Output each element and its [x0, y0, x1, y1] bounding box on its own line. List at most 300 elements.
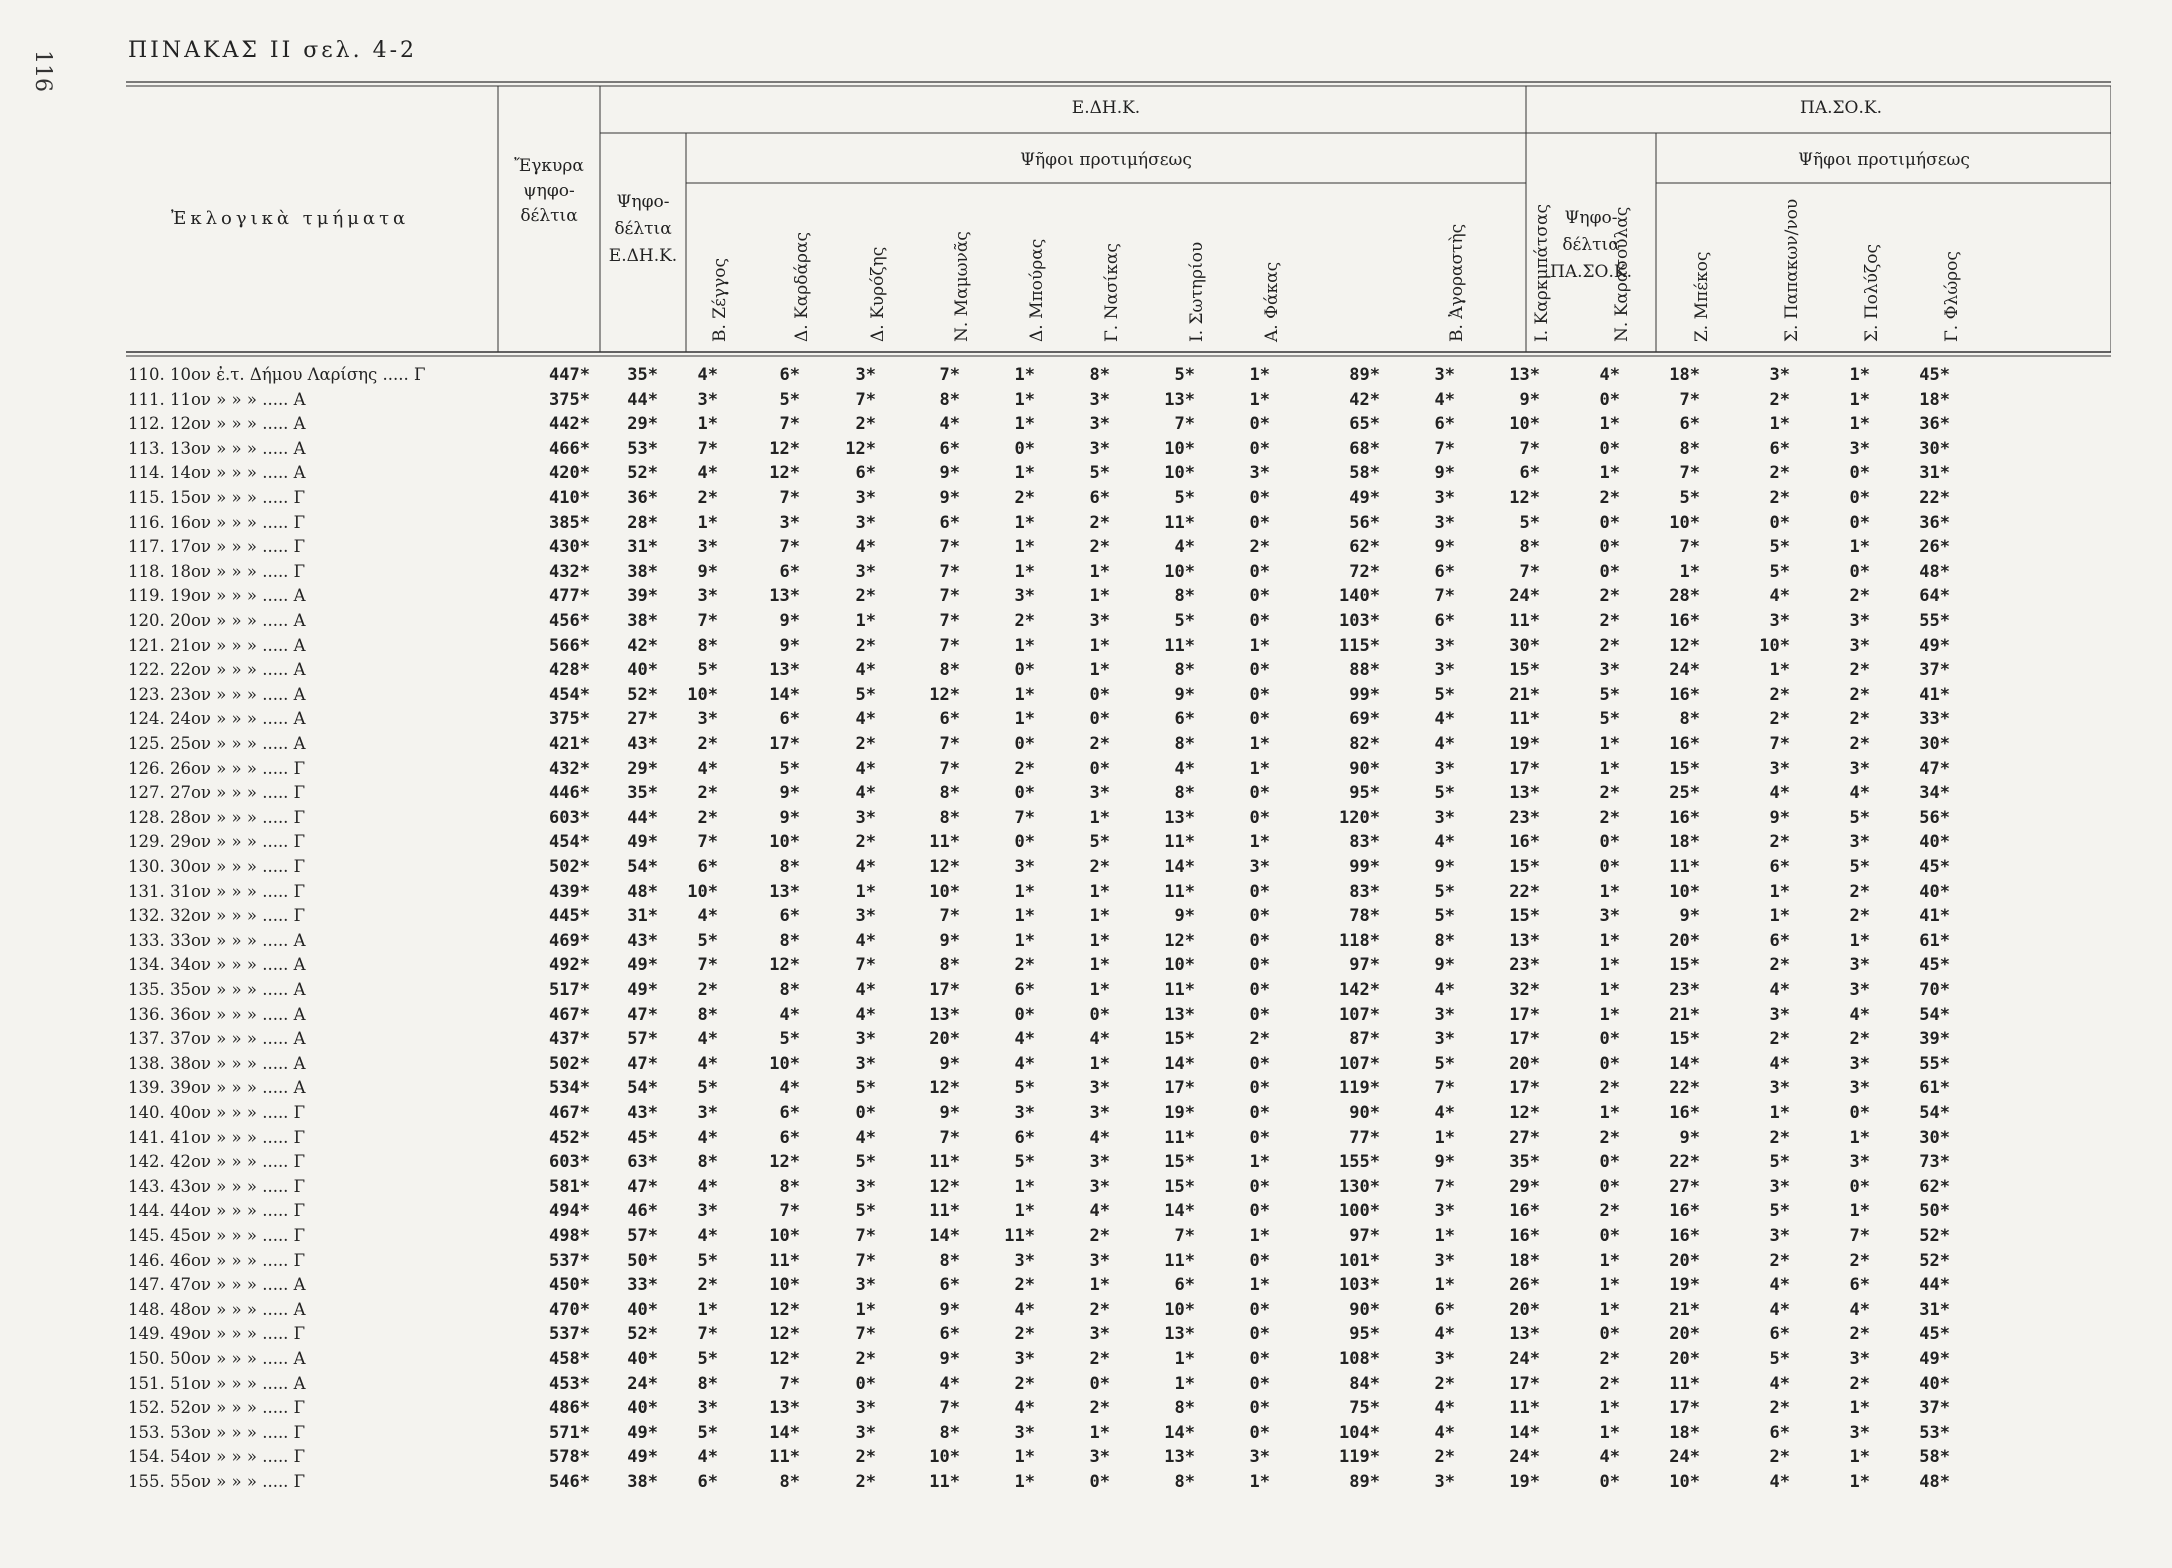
valid-ballots-header: Ἔγκυρα [514, 156, 584, 176]
row-label: 115. 15ον » » » ..... Γ [128, 488, 306, 507]
table-cell: 3* [1849, 1422, 1870, 1443]
table-cell: 458* [549, 1349, 590, 1369]
table-cell: 10* [769, 832, 800, 853]
table-cell: 40* [627, 1299, 658, 1320]
table-cell: 1* [1849, 1127, 1870, 1148]
row-label: 131. 31ον » » » ..... Γ [128, 881, 306, 901]
row-label: 142. 42ον » » » ..... Γ [128, 1152, 306, 1172]
row-label: 112. 12ον » » » ..... Α [128, 414, 306, 434]
table-cell: 7* [939, 561, 960, 582]
table-cell: 6* [1769, 857, 1790, 877]
table-cell: 498* [549, 1226, 590, 1246]
table-cell: 8* [939, 1422, 960, 1443]
table-cell: 83* [1349, 832, 1380, 853]
table-cell: 100* [1339, 1201, 1380, 1222]
table-cell: 6* [1089, 488, 1110, 508]
table-cell: 155* [1339, 1152, 1380, 1173]
table-cell: 49* [1919, 635, 1950, 656]
table-cell: 566* [549, 635, 590, 656]
table-cell: 3* [855, 561, 876, 582]
table-cell: 6* [939, 512, 960, 533]
row-label: 110. 10ον ἐ.τ. Δήμου Λαρίσης ..... Γ [128, 365, 426, 384]
table-cell: 1* [1014, 930, 1035, 951]
table-cell: 3* [1849, 635, 1870, 656]
table-cell: 12* [1164, 930, 1195, 951]
table-cell: 0* [1249, 709, 1270, 730]
table-cell: 2* [1849, 734, 1870, 754]
table-cell: 2* [1599, 1127, 1620, 1148]
table-cell: 0* [1014, 660, 1035, 681]
table-cell: 46* [627, 1201, 658, 1222]
table-cell: 4* [1849, 1299, 1870, 1320]
table-cell: 3* [855, 1029, 876, 1050]
table-cell: 0* [1249, 1324, 1270, 1345]
table-cell: 15* [1509, 857, 1540, 877]
row-label: 113. 13ον » » » ..... Α [128, 438, 306, 458]
table-cell: 33* [1919, 709, 1950, 730]
row-label: 134. 34ον » » » ..... Α [128, 955, 306, 975]
table-cell: 9* [779, 635, 800, 656]
table-cell: 2* [1769, 1398, 1790, 1419]
table-cell: 0* [1249, 1349, 1270, 1369]
table-cell: 8* [1174, 783, 1195, 804]
table-cell: 7* [779, 1201, 800, 1222]
table-cell: 3* [1434, 488, 1455, 508]
table-cell: 4* [1014, 1299, 1035, 1320]
table-cell: 65* [1349, 414, 1380, 435]
table-cell: 4* [697, 1029, 718, 1050]
table-cell: 11* [1164, 512, 1195, 533]
edik-candidate-header: Β. Ζέγγος [710, 258, 730, 342]
table-cell: 26* [1509, 1275, 1540, 1296]
table-cell: 2* [1249, 1029, 1270, 1050]
table-cell: 58* [1349, 463, 1380, 484]
table-cell: 14* [1164, 857, 1195, 877]
table-cell: 33* [627, 1275, 658, 1296]
table-cell: 1* [855, 1299, 876, 1320]
table-cell: 7* [697, 832, 718, 853]
table-cell: 6* [697, 1472, 718, 1492]
table-cell: 3* [855, 488, 876, 508]
table-cell: 88* [1349, 660, 1380, 681]
table-cell: 7* [1434, 1176, 1455, 1197]
row-label: 122. 22ον » » » ..... Α [128, 660, 306, 680]
table-cell: 20* [1669, 1324, 1700, 1345]
table-cell: 2* [1849, 1250, 1870, 1271]
table-cell: 5* [697, 1349, 718, 1369]
table-cell: 4* [697, 758, 718, 779]
table-cell: 421* [549, 734, 590, 754]
table-cell: 15* [1164, 1176, 1195, 1197]
table-cell: 1* [1769, 906, 1790, 927]
table-cell: 5* [697, 660, 718, 681]
table-cell: 410* [549, 488, 590, 508]
table-cell: 13* [1509, 1324, 1540, 1345]
table-cell: 6* [697, 857, 718, 877]
table-cell: 2* [855, 1349, 876, 1369]
table-cell: 5* [1599, 709, 1620, 730]
table-cell: 10* [1509, 414, 1540, 435]
table-cell: 0* [1014, 832, 1035, 853]
districts-header: Ἐκλογικὰ τμήματα [171, 208, 410, 229]
table-cell: 20* [1669, 930, 1700, 951]
table-cell: 7* [779, 488, 800, 508]
table-cell: 453* [549, 1373, 590, 1394]
table-cell: 9* [697, 561, 718, 582]
table-cell: 5* [697, 930, 718, 951]
table-cell: 420* [549, 463, 590, 484]
table-cell: 22* [1669, 1078, 1700, 1099]
table-cell: 83* [1349, 881, 1380, 902]
table-cell: 11* [1164, 881, 1195, 902]
table-cell: 49* [627, 980, 658, 1000]
table-cell: 12* [769, 1349, 800, 1369]
table-cell: 0* [1249, 586, 1270, 607]
table-cell: 7* [697, 611, 718, 631]
table-cell: 7* [1849, 1226, 1870, 1246]
table-cell: 1* [1089, 1422, 1110, 1443]
table-cell: 14* [1669, 1053, 1700, 1074]
table-cell: 4* [1434, 709, 1455, 730]
table-cell: 5* [1089, 832, 1110, 853]
table-cell: 36* [1919, 414, 1950, 435]
table-cell: 1* [1599, 1250, 1620, 1271]
table-cell: 8* [1174, 1398, 1195, 1419]
table-cell: 1* [1249, 365, 1270, 385]
row-label: 119. 19ον » » » ..... Α [128, 586, 306, 606]
table-cell: 103* [1339, 611, 1380, 631]
table-cell: 0* [1849, 488, 1870, 508]
table-cell: 5* [697, 1250, 718, 1271]
table-cell: 10* [1669, 881, 1700, 902]
table-cell: 43* [627, 1103, 658, 1123]
edik-candidate-header: Δ. Μπούρας [1027, 238, 1047, 342]
table-cell: 445* [549, 906, 590, 927]
table-cell: 546* [549, 1472, 590, 1492]
table-cell: 9* [1434, 537, 1455, 558]
table-cell: 3* [1434, 1004, 1455, 1025]
table-cell: 27* [1509, 1127, 1540, 1148]
table-cell: 3* [1249, 1447, 1270, 1468]
table-cell: 2* [855, 1447, 876, 1468]
table-cell: 4* [697, 1226, 718, 1246]
table-cell: 3* [1849, 1078, 1870, 1099]
table-cell: 6* [1014, 980, 1035, 1000]
table-cell: 3* [1089, 783, 1110, 804]
table-cell: 20* [1669, 1349, 1700, 1369]
table-cell: 2* [1599, 611, 1620, 631]
table-cell: 3* [1014, 1103, 1035, 1123]
table-cell: 494* [549, 1201, 590, 1222]
table-cell: 118* [1339, 930, 1380, 951]
table-cell: 1* [1014, 906, 1035, 927]
table-cell: 3* [1769, 611, 1790, 631]
table-cell: 9* [1434, 955, 1455, 976]
table-cell: 375* [549, 389, 590, 410]
table-cell: 0* [1089, 1373, 1110, 1394]
table-cell: 101* [1339, 1250, 1380, 1271]
table-cell: 3* [1849, 1349, 1870, 1369]
table-cell: 9* [1769, 807, 1790, 828]
table-cell: 0* [1599, 857, 1620, 877]
table-cell: 56* [1919, 807, 1950, 828]
table-cell: 3* [1599, 660, 1620, 681]
table-cell: 2* [697, 1275, 718, 1296]
table-cell: 24* [627, 1373, 658, 1394]
table-cell: 7* [939, 611, 960, 631]
table-cell: 9* [939, 1299, 960, 1320]
table-cell: 120* [1339, 807, 1380, 828]
table-cell: 5* [1849, 807, 1870, 828]
table-cell: 13* [1509, 930, 1540, 951]
table-cell: 8* [1089, 365, 1110, 385]
valid-ballots-header: δέλτια [520, 206, 578, 226]
table-cell: 63* [627, 1152, 658, 1173]
table-cell: 22* [1919, 488, 1950, 508]
table-cell: 14* [1164, 1053, 1195, 1074]
table-cell: 2* [1089, 1398, 1110, 1419]
table-cell: 5* [1519, 512, 1540, 533]
table-cell: 26* [1919, 537, 1950, 558]
table-cell: 7* [1434, 1078, 1455, 1099]
table-cell: 469* [549, 930, 590, 951]
table-cell: 22* [1509, 881, 1540, 902]
table-cell: 99* [1349, 857, 1380, 877]
table-cell: 97* [1349, 1226, 1380, 1246]
table-cell: 467* [549, 1004, 590, 1025]
table-cell: 2* [1849, 906, 1870, 927]
table-cell: 12* [1509, 488, 1540, 508]
table-cell: 2* [1014, 955, 1035, 976]
table-cell: 9* [939, 1053, 960, 1074]
table-cell: 0* [1249, 660, 1270, 681]
table-cell: 56* [1349, 512, 1380, 533]
row-label: 125. 25ον » » » ..... Α [128, 734, 306, 753]
row-label: 150. 50ον » » » ..... Α [128, 1349, 306, 1368]
table-cell: 37* [1919, 1398, 1950, 1419]
table-cell: 6* [939, 1324, 960, 1345]
table-cell: 19* [1509, 734, 1540, 754]
table-cell: 17* [769, 734, 800, 754]
table-cell: 38* [627, 561, 658, 582]
table-cell: 9* [779, 783, 800, 804]
table-cell: 2* [1769, 389, 1790, 410]
table-cell: 2* [855, 1472, 876, 1492]
table-cell: 8* [939, 1250, 960, 1271]
row-label: 132. 32ον » » » ..... Γ [128, 906, 306, 926]
table-cell: 2* [1849, 586, 1870, 607]
table-cell: 1* [1599, 930, 1620, 951]
table-cell: 2* [1599, 488, 1620, 508]
table-cell: 7* [939, 537, 960, 558]
table-cell: 103* [1339, 1275, 1380, 1296]
table-cell: 1* [1249, 734, 1270, 754]
table-cell: 18* [1509, 1250, 1540, 1271]
table-cell: 4* [1434, 1324, 1455, 1345]
table-cell: 107* [1339, 1004, 1380, 1025]
table-cell: 6* [1014, 1127, 1035, 1148]
table-cell: 7* [939, 734, 960, 754]
table-cell: 0* [1249, 955, 1270, 976]
table-cell: 115* [1339, 635, 1380, 656]
table-cell: 47* [627, 1176, 658, 1197]
table-cell: 0* [1249, 1053, 1270, 1074]
table-cell: 1* [855, 881, 876, 902]
table-cell: 7* [1434, 438, 1455, 459]
table-cell: 14* [1509, 1422, 1540, 1443]
pasok-ballots-header: Ψηφο- [1564, 208, 1618, 228]
table-cell: 6* [1769, 1422, 1790, 1443]
table-cell: 1* [1014, 635, 1035, 656]
table-cell: 2* [855, 832, 876, 853]
table-cell: 4* [939, 1373, 960, 1394]
table-cell: 9* [1174, 906, 1195, 927]
table-cell: 34* [1919, 783, 1950, 804]
table-cell: 6* [1434, 414, 1455, 435]
row-label: 136. 36ον » » » ..... Α [128, 1004, 306, 1024]
table-cell: 4* [855, 1004, 876, 1025]
table-cell: 1* [1849, 389, 1870, 410]
table-cell: 10* [769, 1226, 800, 1246]
table-cell: 4* [697, 463, 718, 484]
table-cell: 10* [1669, 512, 1700, 533]
table-cell: 5* [1174, 488, 1195, 508]
table-cell: 17* [1509, 1004, 1540, 1025]
table-cell: 4* [855, 660, 876, 681]
table-cell: 11* [769, 1447, 800, 1468]
table-cell: 9* [939, 1349, 960, 1369]
table-cell: 1* [1249, 389, 1270, 410]
table-cell: 3* [1249, 857, 1270, 877]
pasok-candidate-header: Σ. Παπακων/νου [1782, 198, 1802, 342]
pasok-candidate-header: Ν. Καρασούλας [1612, 206, 1632, 342]
table-cell: 31* [627, 537, 658, 558]
table-cell: 5* [1679, 488, 1700, 508]
table-cell: 1* [1014, 1447, 1035, 1468]
table-cell: 0* [1249, 488, 1270, 508]
table-cell: 10* [769, 1053, 800, 1074]
table-cell: 10* [1164, 561, 1195, 582]
table-cell: 5* [1014, 1152, 1035, 1173]
table-cell: 11* [1509, 611, 1540, 631]
table-cell: 1* [1769, 1103, 1790, 1123]
table-cell: 3* [1089, 414, 1110, 435]
table-cell: 1* [855, 611, 876, 631]
table-cell: 1* [1014, 709, 1035, 730]
table-cell: 7* [1769, 734, 1790, 754]
table-cell: 13* [1509, 783, 1540, 804]
table-cell: 1* [1014, 684, 1035, 705]
table-cell: 11* [1509, 1398, 1540, 1419]
table-cell: 13* [769, 660, 800, 681]
table-cell: 8* [779, 857, 800, 877]
table-cell: 48* [1919, 1472, 1950, 1492]
table-cell: 12* [769, 1324, 800, 1345]
row-label: 143. 43ον » » » ..... Γ [128, 1176, 306, 1196]
table-cell: 9* [939, 488, 960, 508]
table-cell: 12* [1509, 1103, 1540, 1123]
table-cell: 75* [1349, 1398, 1380, 1419]
table-cell: 35* [627, 365, 658, 385]
table-cell: 5* [1849, 857, 1870, 877]
table-cell: 0* [1249, 807, 1270, 828]
table-cell: 12* [929, 857, 960, 877]
table-cell: 73* [1919, 1152, 1950, 1173]
table-cell: 0* [1249, 512, 1270, 533]
table-cell: 13* [929, 1004, 960, 1025]
table-cell: 3* [1769, 365, 1790, 385]
table-cell: 72* [1349, 561, 1380, 582]
table-cell: 1* [1599, 758, 1620, 779]
table-cell: 6* [1849, 1275, 1870, 1296]
table-cell: 0* [1089, 709, 1110, 730]
row-label: 155. 55ον » » » ..... Γ [128, 1472, 306, 1491]
table-cell: 2* [1249, 537, 1270, 558]
row-label: 147. 47ον » » » ..... Α [128, 1275, 306, 1295]
table-cell: 5* [1434, 1053, 1455, 1074]
table-cell: 5* [855, 1152, 876, 1173]
table-cell: 7* [1679, 389, 1700, 410]
table-cell: 4* [1434, 1103, 1455, 1123]
table-cell: 2* [1599, 1373, 1620, 1394]
table-cell: 0* [1249, 414, 1270, 435]
table-cell: 17* [1164, 1078, 1195, 1099]
table-cell: 0* [1249, 1078, 1270, 1099]
table-cell: 1* [1849, 1398, 1870, 1419]
table-cell: 1* [1014, 1201, 1035, 1222]
table-cell: 466* [549, 438, 590, 459]
table-cell: 31* [1919, 463, 1950, 484]
table-cell: 84* [1349, 1373, 1380, 1394]
table-cell: 11* [1164, 1127, 1195, 1148]
table-cell: 1* [1089, 1275, 1110, 1296]
table-cell: 15* [1669, 955, 1700, 976]
table-cell: 12* [769, 955, 800, 976]
edik-candidate-header: Α. Φάκας [1262, 261, 1282, 342]
table-cell: 3* [697, 586, 718, 607]
table-cell: 0* [1249, 561, 1270, 582]
table-cell: 0* [1599, 1226, 1620, 1246]
table-cell: 1* [1769, 881, 1790, 902]
table-cell: 12* [845, 438, 876, 459]
edik-candidate-header: Δ. Καρδάρας [792, 232, 812, 342]
table-cell: 25* [1669, 783, 1700, 804]
table-cell: 13* [1164, 1004, 1195, 1025]
table-cell: 1* [697, 512, 718, 533]
table-cell: 4* [1174, 758, 1195, 779]
table-cell: 15* [1164, 1029, 1195, 1050]
table-cell: 5* [855, 1078, 876, 1099]
table-cell: 44* [1919, 1275, 1950, 1296]
table-cell: 50* [627, 1250, 658, 1271]
table-cell: 41* [1919, 906, 1950, 927]
table-cell: 3* [1849, 980, 1870, 1000]
table-cell: 375* [549, 709, 590, 730]
table-cell: 49* [627, 1422, 658, 1443]
table-cell: 24* [1509, 586, 1540, 607]
table-cell: 3* [697, 537, 718, 558]
row-label: 139. 39ον » » » ..... Α [128, 1078, 306, 1098]
table-cell: 1* [1014, 512, 1035, 533]
table-cell: 477* [549, 586, 590, 607]
table-cell: 36* [627, 488, 658, 508]
row-label: 111. 11ον » » » ..... Α [128, 389, 306, 409]
edik-ballots-header: Ψηφο- [616, 192, 670, 212]
table-cell: 5* [1769, 1349, 1790, 1369]
table-cell: 6* [779, 709, 800, 730]
table-cell: 11* [929, 832, 960, 853]
table-cell: 55* [1919, 611, 1950, 631]
